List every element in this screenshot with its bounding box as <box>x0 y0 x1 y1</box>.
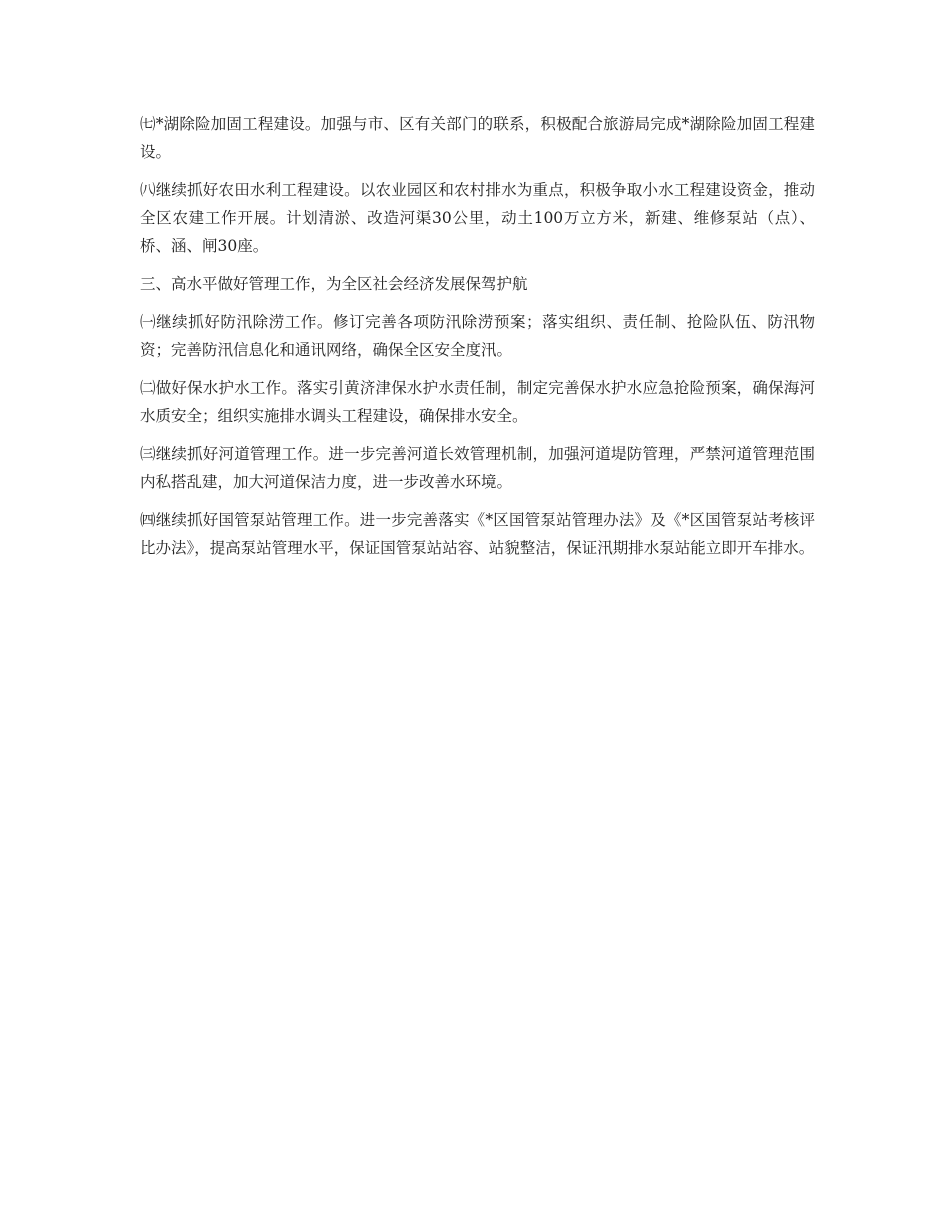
paragraph-item-1-flood-control: ㈠继续抓好防汛除涝工作。修订完善各项防汛除涝预案；落实组织、责任制、抢险队伍、防汛物资；完善防汛信息化和通讯网络，确保全区安全度汛。 <box>140 313 815 359</box>
section-heading-management: 三、高水平做好管理工作，为全区社会经济发展保驾护航 <box>140 275 528 293</box>
paragraph-item-3-river-management: ㈢继续抓好河道管理工作。进一步完善河道长效管理机制，加强河道堤防管理，严禁河道管理范围内私搭乱建，加大河道保洁力度，进一步改善水环境。 <box>140 445 815 491</box>
document-body <box>140 110 815 572</box>
paragraph-item-4-pump-station: ㈣继续抓好国管泵站管理工作。进一步完善落实《*区国管泵站管理办法》及《*区国管泵站考核评比办法》，提高泵站管理水平，保证国管泵站站容、站貌整洁，保证汛期排水泵站能立即开车排水。 <box>140 511 815 557</box>
paragraph-item-7-lake-reinforcement: ㈦*湖除险加固工程建设。加强与市、区有关部门的联系，积极配合旅游局完成*湖除险加固工程建设。 <box>140 115 815 161</box>
paragraph-item-8-farmland-water: ㈧继续抓好农田水利工程建设。以农业园区和农村排水为重点，积极争取小水工程建设资金，推动全区农建工作开展。计划清淤、改造河渠30公里，动土100万立方米，新建、维修泵站（点）、桥、涵、闸30座。 <box>140 181 815 255</box>
paragraph-item-2-water-protection: ㈡做好保水护水工作。落实引黄济津保水护水责任制，制定完善保水护水应急抢险预案，确保海河水质安全；组织实施排水调头工程建设，确保排水安全。 <box>140 379 815 425</box>
